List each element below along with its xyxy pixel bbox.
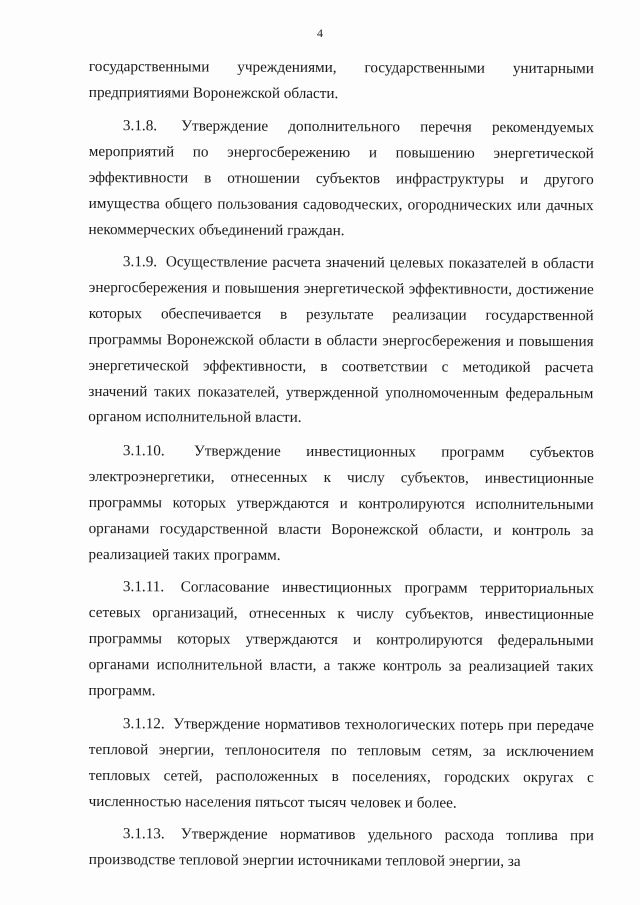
clause-number: 3.1.11. (122, 578, 165, 596)
paragraph-text: Утверждение инвестиционных программ субъектов электроэнергетики, отнесенных к числу субъектов, инвестиционные программы которых утверждаются и контролируются исполнительными органами государственной власти Воронежской области, и контроль за реализацией таких программ. (88, 442, 594, 564)
paragraph-continuation (89, 54, 594, 108)
page-number: 4 (317, 26, 323, 40)
paragraph-3-1-8 (88, 113, 594, 245)
clause-number: 3.1.12. (122, 714, 165, 733)
paragraph-3-1-9 (88, 249, 594, 433)
clause-number: 3.1.13. (122, 825, 165, 843)
paragraph-text: государственными учреждениями, государственными унитарными предприятиями Воронежской области. (88, 57, 594, 102)
paragraph-text: Согласование инвестиционных программ территориальных сетевых организаций, отнесенных к числу субъектов, инвестиционные программы которых утверждаются и контролируются федеральными органами исполнительной власти, а также контроль за реализацией таких программ. (88, 578, 594, 700)
clause-number: 3.1.9. (122, 253, 158, 271)
paragraph-text: Осуществление расчета значений целевых показателей в области энергосбережения и повышения энергетической эффективности, достижение которых обеспечивается в результате реализации государственной программы Воронежской области в области энергосбережения и повышения энергетической эффективности, в соответствии с методикой расчета значений таких показателей, утвержденной уполномоченным федеральным органом исполнительной власти. (88, 253, 594, 427)
clause-number: 3.1.8. (122, 116, 158, 135)
paragraph-3-1-10 (88, 438, 594, 570)
paragraph-text: Утверждение нормативов удельного расхода топлива при производстве тепловой энергии источниками тепловой энергии, за (88, 825, 594, 871)
paragraph-3-1-13 (89, 821, 594, 875)
paragraph-text: Утверждение нормативов технологических потерь при передаче тепловой энергии, теплоносителя по тепловым сетям, за исключением тепловых сетей, расположенных в поселениях, городских округах с численностью населения пятьсот тысяч человек и более. (88, 715, 594, 812)
paragraph-text: Утверждение дополнительного перечня рекомендуемых мероприятий по энергосбережению и повышению энергетической эффективности в отношении субъектов инфраструктуры и другого имущества общего пользования садоводческих, огороднических или дачных некоммерческих объединений граждан. (88, 117, 594, 239)
document-body (89, 54, 594, 880)
paragraph-3-1-12 (89, 711, 594, 817)
paragraph-3-1-11 (88, 574, 594, 706)
clause-number: 3.1.10. (122, 441, 165, 460)
